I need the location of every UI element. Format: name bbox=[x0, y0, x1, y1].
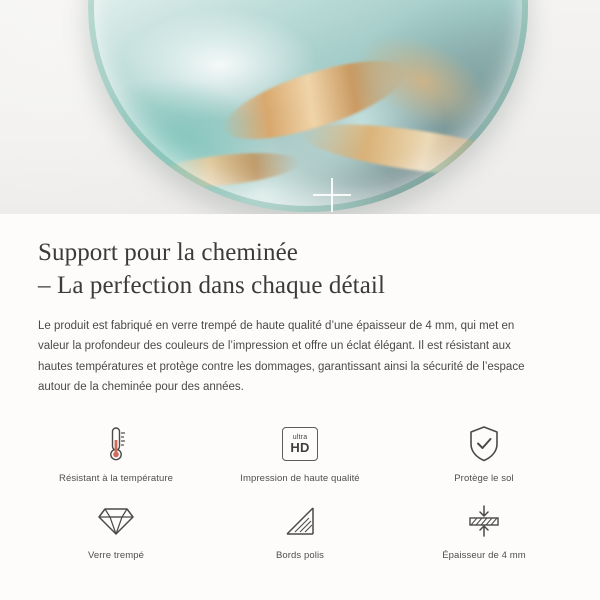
title-line-2: – La perfection dans chaque détail bbox=[38, 272, 385, 299]
feature-label: Résistant à la température bbox=[58, 472, 174, 484]
title-line-1: Support pour la cheminée bbox=[38, 239, 298, 266]
feature-item-tempered-glass bbox=[24, 501, 208, 562]
ultra-hd-icon bbox=[282, 424, 318, 464]
feature-label: Verre trempé bbox=[87, 550, 145, 562]
product-description: Le produit est fabriqué en verre trempé de haute qualité d’une épaisseur de 4 mm, qui met en valeur la profondeur des couleurs de l’impression et offre un éclat élégant. Il est résistant aux hautes températures et protège contre les dommages, garantissant ainsi la sécurité de l’espace autour de la cheminée pour des années. bbox=[38, 320, 525, 394]
feature-item-temperature bbox=[24, 424, 208, 485]
shield-check-icon bbox=[468, 424, 500, 464]
thermometer-icon bbox=[103, 424, 129, 464]
round-glass-panel bbox=[88, 0, 528, 212]
feature-label: Protège le sol bbox=[454, 472, 514, 484]
feature-item-thickness bbox=[392, 501, 576, 562]
feature-item-print-quality bbox=[208, 424, 392, 485]
page-title bbox=[38, 236, 562, 302]
badge-big-text: HD bbox=[290, 439, 310, 455]
thickness-arrows-icon bbox=[465, 501, 503, 541]
feature-item-floor-protection bbox=[392, 424, 576, 485]
badge-small-text: ultra bbox=[292, 433, 308, 441]
text-content bbox=[0, 214, 600, 398]
diamond-icon bbox=[97, 501, 135, 541]
feature-label: Bords polis bbox=[275, 550, 325, 562]
feature-label: Impression de haute qualité bbox=[240, 472, 360, 484]
polished-edges-icon bbox=[283, 501, 317, 541]
feature-grid bbox=[0, 424, 600, 563]
hero-image bbox=[0, 0, 600, 214]
feature-item-polished-edges bbox=[208, 501, 392, 562]
feature-label: Épaisseur de 4 mm bbox=[442, 550, 526, 562]
